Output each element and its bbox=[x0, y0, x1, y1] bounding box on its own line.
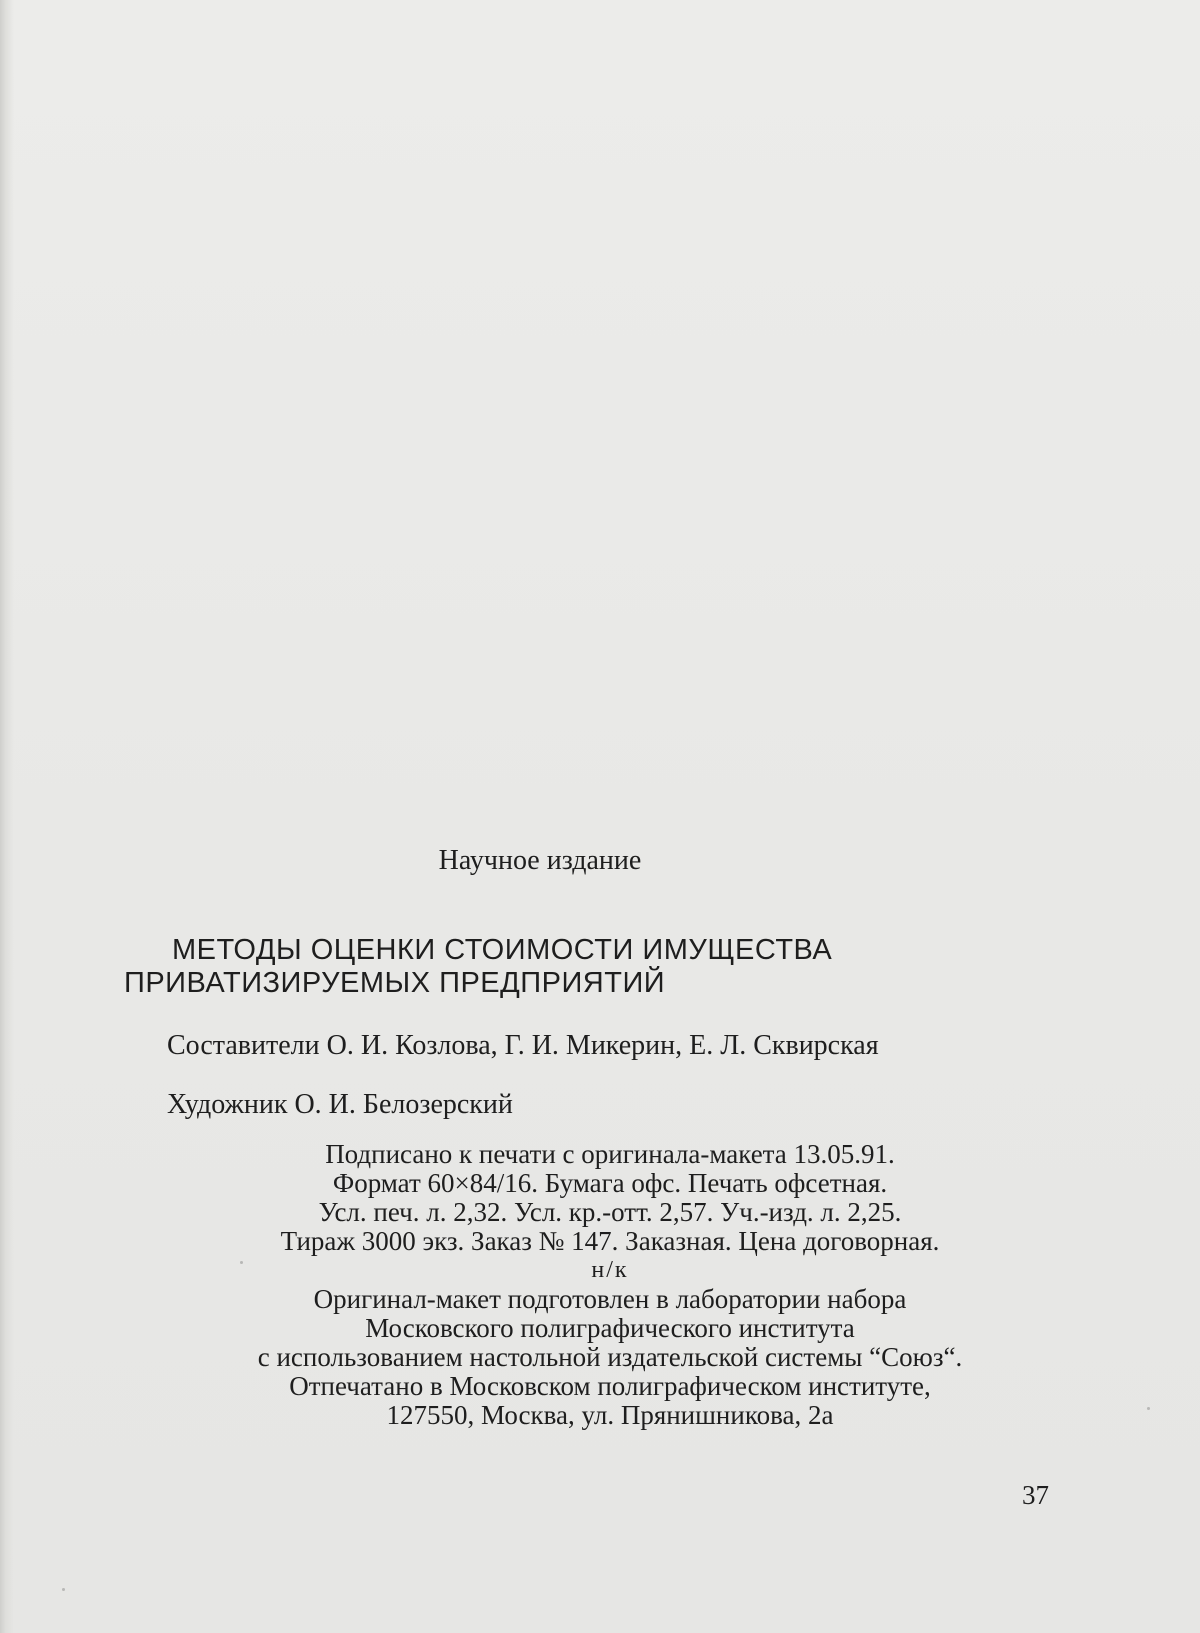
imprint-line: н/к bbox=[591, 1257, 629, 1283]
paper-speck bbox=[240, 1261, 243, 1264]
title-line-2: ПРИВАТИЗИРУЕМЫХ ПРЕДПРИЯТИЙ bbox=[124, 967, 666, 999]
paper-speck bbox=[62, 1588, 65, 1591]
bleed-through-text bbox=[455, 92, 775, 114]
compilers-credit: Составители О. И. Козлова, Г. И. Микерин, Е. Л. Сквирская bbox=[167, 1030, 879, 1061]
imprint-line: 127550, Москва, ул. Прянишникова, 2а bbox=[386, 1400, 834, 1430]
paper-speck bbox=[1147, 1407, 1150, 1410]
page-number: 37 bbox=[1022, 1480, 1049, 1510]
page-binding-edge bbox=[0, 0, 14, 1633]
imprint-line: Отпечатано в Московском полиграфическом институте, bbox=[289, 1371, 931, 1401]
imprint-line: Московского полиграфического института bbox=[365, 1313, 855, 1343]
title-line-1: МЕТОДЫ ОЦЕНКИ СТОИМОСТИ ИМУЩЕСТВА bbox=[172, 934, 833, 966]
imprint-line: с использованием настольной издательской системы “Союз“. bbox=[257, 1342, 963, 1372]
imprint-block bbox=[120, 1140, 1100, 1430]
imprint-line: Оригинал-макет подготовлен в лаборатории набора bbox=[313, 1284, 907, 1314]
imprint-line: Подписано к печати с оригинала-макета 13.05.91. bbox=[325, 1139, 895, 1169]
artist-credit: Художник О. И. Белозерский bbox=[167, 1089, 513, 1120]
imprint-line: Усл. печ. л. 2,32. Усл. кр.-отт. 2,57. Уч.-изд. л. 2,25. bbox=[318, 1197, 902, 1227]
series-label: Научное издание bbox=[438, 845, 642, 876]
imprint-line: Тираж 3000 экз. Заказ № 147. Заказная. Цена договорная. bbox=[280, 1226, 940, 1256]
imprint-line: Формат 60×84/16. Бумага офс. Печать офсетная. bbox=[332, 1168, 888, 1198]
